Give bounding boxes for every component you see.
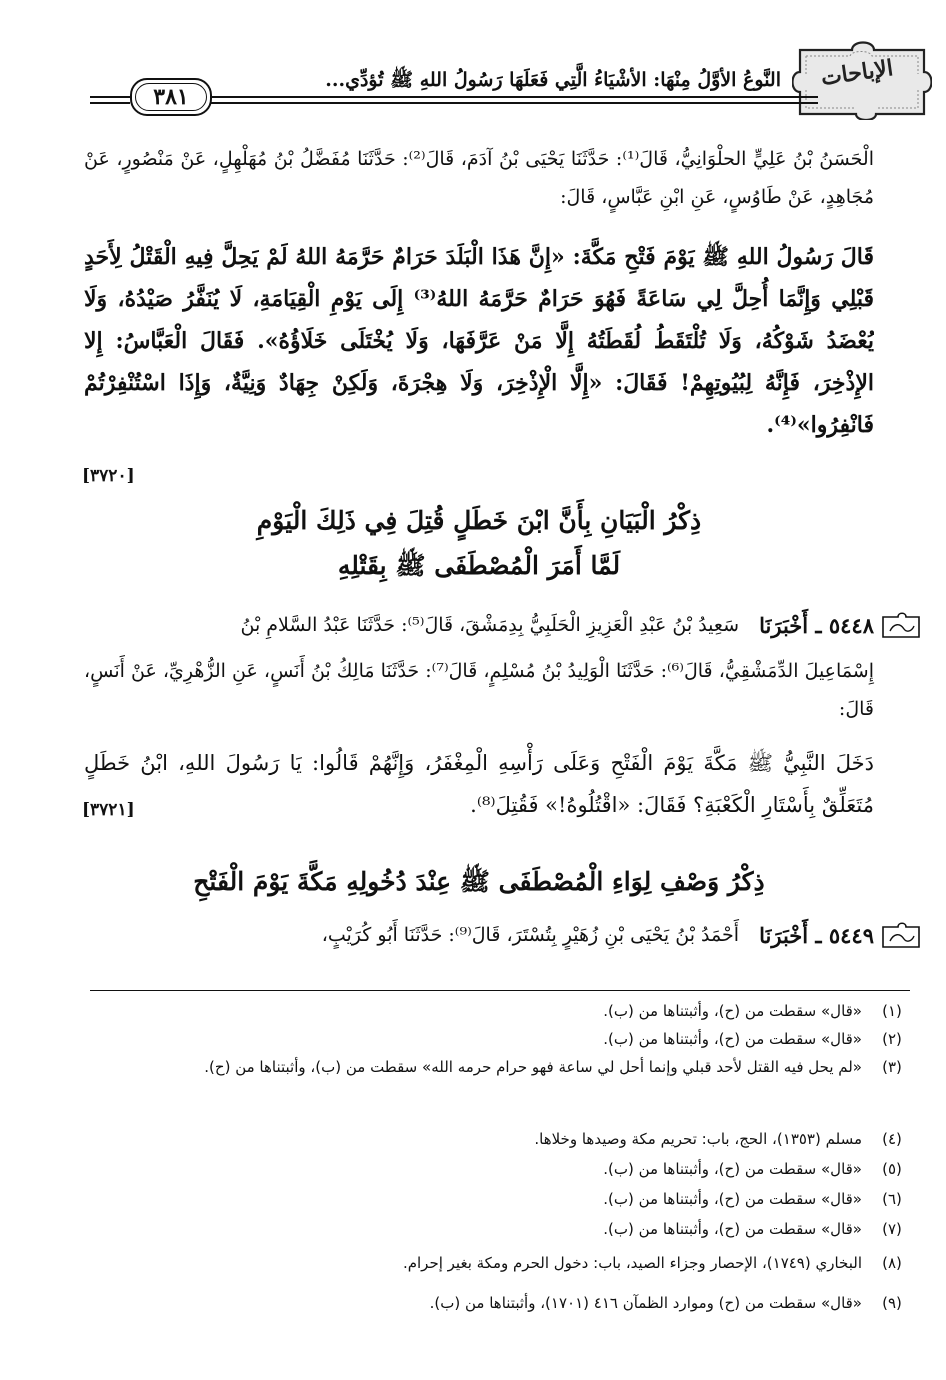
hadith-number-marker [759, 612, 922, 642]
footnote-text: «قال» سقطت من (ح) وموارد الظمآن ٤١٦ (١٧٠١)، وأثبتناها من (ب). [429, 1294, 862, 1312]
isnad-paragraph: الْحَسَنُ بْنُ عَلِيٍّ الحلْوَانِيُّ، قَالَ⁽¹⁾: حَدَّثَنَا يَحْيَى بْنُ آدَمَ، قَالَ⁽²⁾: حَدَّثَنَا مُفَضَّلُ بْنُ مُهَلْهِلٍ، عَنْ مَنْصُورٍ، عَنْ مُجَاهِدٍ، عَنْ طَاوُسٍ، عَنِ ابْنِ عَبَّاسٍ، قَالَ: [84, 148, 874, 208]
footnote-number: (١) [882, 1002, 902, 1020]
page-number: ٣٨١ [153, 84, 189, 110]
isnad-paragraph: إِسْمَاعِيلَ الدِّمَشْقِيُّ، قَالَ⁽⁶⁾: حَدَّثَنَا الْوَلِيدُ بْنُ مُسْلِمٍ، قَالَ⁽⁷⁾: حَدَّثَنَا مَالِكُ بْنُ أَنَسٍ، عَنِ الزُّهْرِيِّ، عَنْ أَنَسٍ، قَالَ: [84, 660, 874, 720]
header-rule [90, 102, 130, 104]
page-number-frame [130, 78, 212, 116]
chapter-title: ذِكْرُ الْبَيَانِ بِأَنَّ ابْنَ خَطَلٍ قُتِلَ فِي ذَلِكَ الْيَوْمِ [256, 506, 702, 535]
footnote-separator [90, 990, 910, 991]
footnote-text: «قال» سقطت من (ح)، وأثبتناها من (ب). [603, 1220, 862, 1238]
footnote-number: (٦) [882, 1190, 902, 1208]
footnote [86, 1156, 922, 1183]
footnote-text: «قال» سقطت من (ح)، وأثبتناها من (ب). [603, 1160, 862, 1178]
hadith-number-marker [759, 922, 922, 952]
hadith-number: ٥٤٤٨ ـ أَخْبَرَنَا [759, 613, 874, 638]
footnote-number: (٤) [882, 1130, 902, 1148]
header-rule [208, 96, 818, 98]
page-header [90, 40, 946, 120]
footnote [86, 1250, 922, 1277]
chapter-title: ذِكْرُ وَصْفِ لِوَاءِ الْمُصْطَفَى ﷺ عِنْدَ دُخُولِهِ مَكَّةَ يَوْمَ الْفَتْحِ [193, 867, 765, 896]
footnote-text: «لم يحل فيه القتل لأحد قبلي وإنما أحل لي ساعة فهو حرام حرمه الله» سقطت من (ب)، وأثبتناها من (ح). [204, 1058, 862, 1076]
isnad-line: أَحْمَدُ بْنُ يَحْيَى بْنِ زُهَيْرٍ بِتُسْتَرَ، قَالَ⁽⁹⁾: حَدَّثَنَا أَبُو كُرَيْبٍ، [321, 924, 739, 946]
footnote [86, 1026, 922, 1053]
footnote [86, 1186, 922, 1213]
footnote-text: مسلم (١٣٥٣)، الحج، باب: تحريم مكة وصيدها وخلاها. [534, 1130, 862, 1148]
chapter-title: لَمَّا أَمَرَ الْمُصْطَفَى ﷺ بِقَتْلِهِ [337, 551, 621, 580]
footnote-number: (٥) [882, 1160, 902, 1178]
footnote-number: (٩) [882, 1294, 902, 1312]
footnote-number: (٣) [882, 1058, 902, 1076]
hadith-text: قَالَ رَسُولُ اللهِ ﷺ يَوْمَ فَتْحِ مَكَّةَ: «إِنَّ هَذَا الْبَلَدَ حَرَامٌ حَرَّمَهُ اللهُ لَمْ يَحِلَّ فِيهِ الْقَتْلُ لِأَحَدٍ قَبْلِي وَإِنَّمَا أُحِلَّ لِي سَاعَةً فَهُوَ حَرَامٌ حَرَّمَهُ اللهُ⁽³⁾ إِلَى يَوْمِ الْقِيَامَةِ، لَا يُنَفَّرُ صَيْدُهُ، وَلَا يُعْضَدُ شَوْكُهُ، وَلَا تُلْتَقَطُ لُقَطَتُهُ إِلَّا مَنْ عَرَّفَهَا، وَلَا يُخْتَلَى خَلَاؤُهُ». فَقَالَ الْعَبَّاسُ: إِلا الإِذْخِرَ، فَإِنَّهُ لِبُيُوتِهِمْ! فَقَالَ: «إِلَّا الْإِذْخِرَ، وَلَا هِجْرَةَ، وَلَكِنْ جِهَادٌ وَنِيَّةٌ، وَإِذَا اسْتُنْفِرْتُمْ فَانْفِرُوا»⁽⁴⁾. [84, 244, 874, 438]
hadith-text: دَخَلَ النَّبِيُّ ﷺ مَكَّةَ يَوْمَ الْفَتْحِ وَعَلَى رَأْسِهِ الْمِغْفَرُ، وَإِنَّهُمْ قَالُوا: يَا رَسُولَ اللهِ، ابْنُ خَطَلٍ مُتَعَلِّقٌ بِأَسْتَارِ الْكَعْبَةِ؟ فَقَالَ: «اقْتُلُوهُ!» فَقُتِلَ⁽⁸⁾. [84, 751, 874, 817]
footnote-text: «قال» سقطت من (ح)، وأثبتناها من (ب). [603, 1190, 862, 1208]
isnad-line: سَعِيدُ بْنُ عَبْدِ الْعَزِيزِ الْحَلَبِيُّ بِدِمَشْقَ، قَالَ⁽⁵⁾: حَدَّثَنَا عَبْدُ السَّلامِ بْنُ [240, 614, 739, 636]
footnote [86, 1054, 922, 1081]
footnote-text: البخاري (١٧٤٩)، الإحصار وجزاء الصيد، باب: دخول الحرم ومكة بغير إحرام. [402, 1254, 862, 1272]
puzzle-marker-icon [880, 922, 922, 952]
hadith-reference-number: [٣٧٢٠] [82, 466, 135, 486]
header-rule [90, 96, 130, 98]
hadith-number: ٥٤٤٩ ـ أَخْبَرَنَا [759, 923, 874, 948]
footnote [86, 1290, 922, 1317]
hadith-reference-number: [٣٧٢١] [82, 800, 135, 820]
footnote-number: (٢) [882, 1030, 902, 1048]
footnote-number: (٧) [882, 1220, 902, 1238]
footnote [86, 1216, 922, 1243]
section-badge-label: الإباحات [819, 55, 895, 91]
footnote-number: (٨) [882, 1254, 902, 1272]
footnote-text: «قال» سقطت من (ح)، وأثبتناها من (ب). [603, 1030, 862, 1048]
footnote [86, 1126, 922, 1153]
puzzle-marker-icon [880, 612, 922, 642]
running-head: النَّوعُ الأوَّلُ مِنْهَا: الأشْيَاءُ الَّتِي فَعَلَهَا رَسُولُ اللهِ ﷺ تُؤدِّي... [325, 69, 781, 91]
header-rule [208, 102, 818, 104]
footnote [86, 998, 922, 1025]
footnote-text: «قال» سقطت من (ح)، وأثبتناها من (ب). [603, 1002, 862, 1020]
